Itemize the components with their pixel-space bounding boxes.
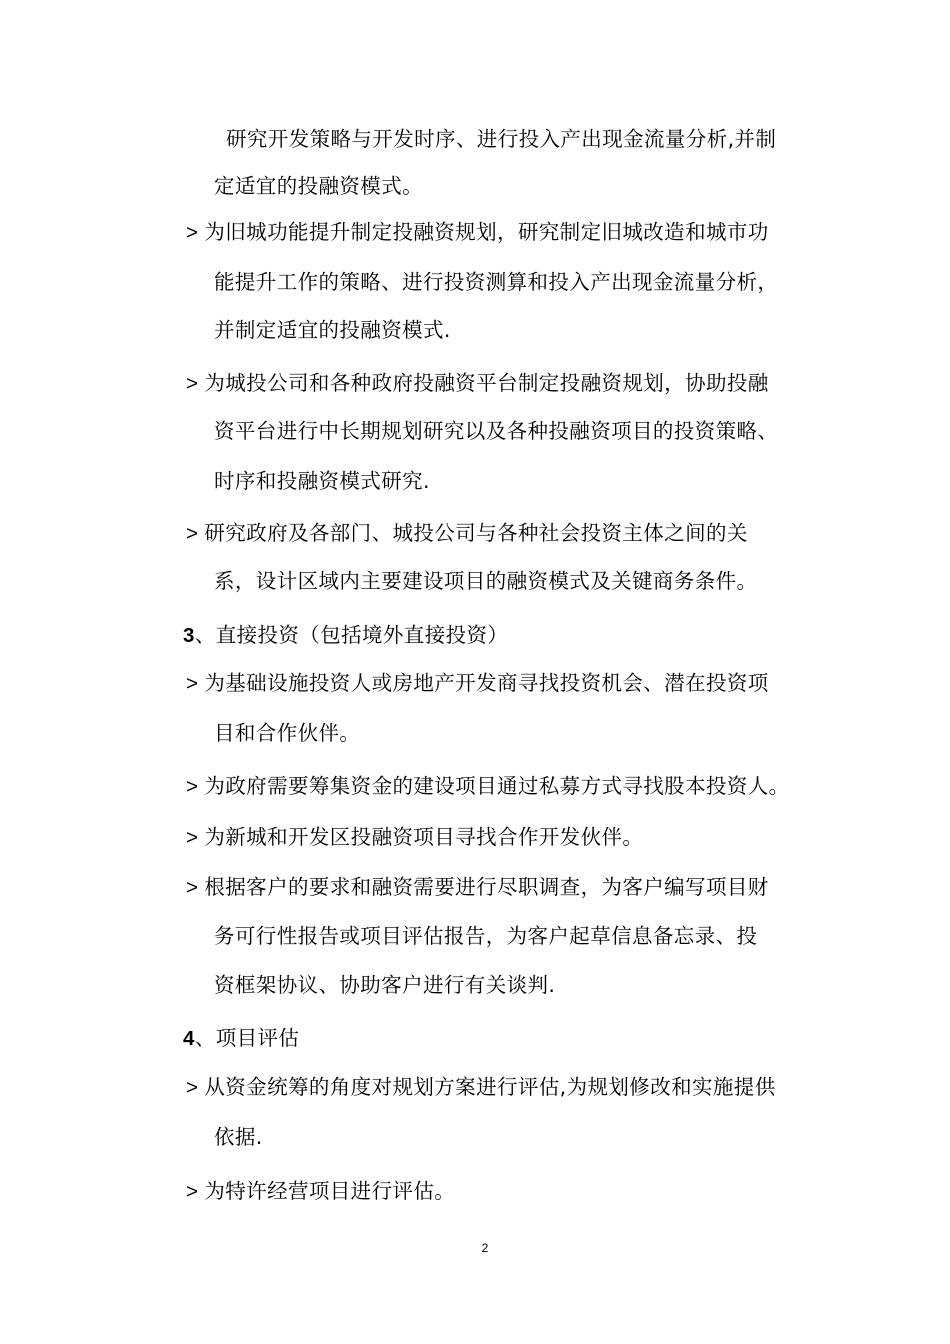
list-item [186,1073,776,1102]
section-number: 3 [183,624,195,647]
bullet-marker: > [186,876,199,899]
list-item-text: 为城投公司和各种政府投融资平台制定投融资规划，协助投融 [204,371,769,395]
bullet-marker: > [186,221,199,244]
list-item [186,669,769,698]
list-item-text: 为新城和开发区投融资项目寻找合作开发伙伴。 [204,825,644,849]
list-item-text: 为特许经营项目进行评估。 [204,1179,456,1203]
section-number: 4 [183,1027,195,1050]
list-item-text: 为政府需要筹集资金的建设项目通过私募方式寻找股本投资人。 [204,774,790,798]
list-item [186,1177,455,1206]
list-item [186,218,769,247]
list-item [186,873,769,902]
list-item [186,519,748,548]
bullet-marker: > [186,522,199,545]
list-item-continuation: 系，设计区域内主要建设项目的融资模式及关键商务条件。 [214,569,758,593]
bullet-marker: > [186,1076,199,1099]
bullet-marker: > [186,672,199,695]
list-item-continuation: 并制定适宜的投融资模式. [214,318,451,342]
list-item-text: 根据客户的要求和融资需要进行尽职调查，为客户编写项目财 [204,875,769,899]
section-heading-4 [183,1024,299,1053]
list-item-text: 研究政府及各部门、城投公司与各种社会投资主体之间的关 [204,521,748,545]
list-item-text: 为基础设施投资人或房地产开发商寻找投资机会、潜在投资项 [204,671,769,695]
bullet-marker: > [186,775,199,798]
list-item [186,823,643,852]
list-item-continuation: 依据. [214,1125,263,1149]
list-item-text: 从资金统筹的角度对规划方案进行评估,为规划修改和实施提供 [204,1075,776,1099]
list-item-text: 为旧城功能提升制定投融资规划，研究制定旧城改造和城市功 [204,220,769,244]
list-item-continuation: 资平台进行中长期规划研究以及各种投融资项目的投资策略、 [214,419,779,443]
section-title: 、项目评估 [194,1026,300,1050]
list-item [186,772,790,801]
bullet-marker: > [186,372,199,395]
list-item-continuation: 能提升工作的策略、进行投资测算和投入产出现金流量分析， [214,270,779,294]
intro-line-2: 定适宜的投融资模式。 [214,174,423,198]
bullet-marker: > [186,826,199,849]
list-item-continuation: 目和合作伙伴。 [214,721,361,745]
section-title: 、直接投资（包括境外直接投资） [194,623,509,647]
list-item-continuation: 务可行性报告或项目评估报告，为客户起草信息备忘录、投 [214,924,758,948]
bullet-marker: > [186,1180,199,1203]
list-item [186,369,769,398]
intro-line-1: 研究开发策略与开发时序、进行投入产出现金流量分析,并制 [226,127,777,151]
page-number: 2 [481,1241,489,1255]
section-heading-3 [183,621,508,650]
list-item-continuation: 资框架协议、协助客户进行有关谈判. [214,973,556,997]
list-item-continuation: 时序和投融资模式研究. [214,469,430,493]
